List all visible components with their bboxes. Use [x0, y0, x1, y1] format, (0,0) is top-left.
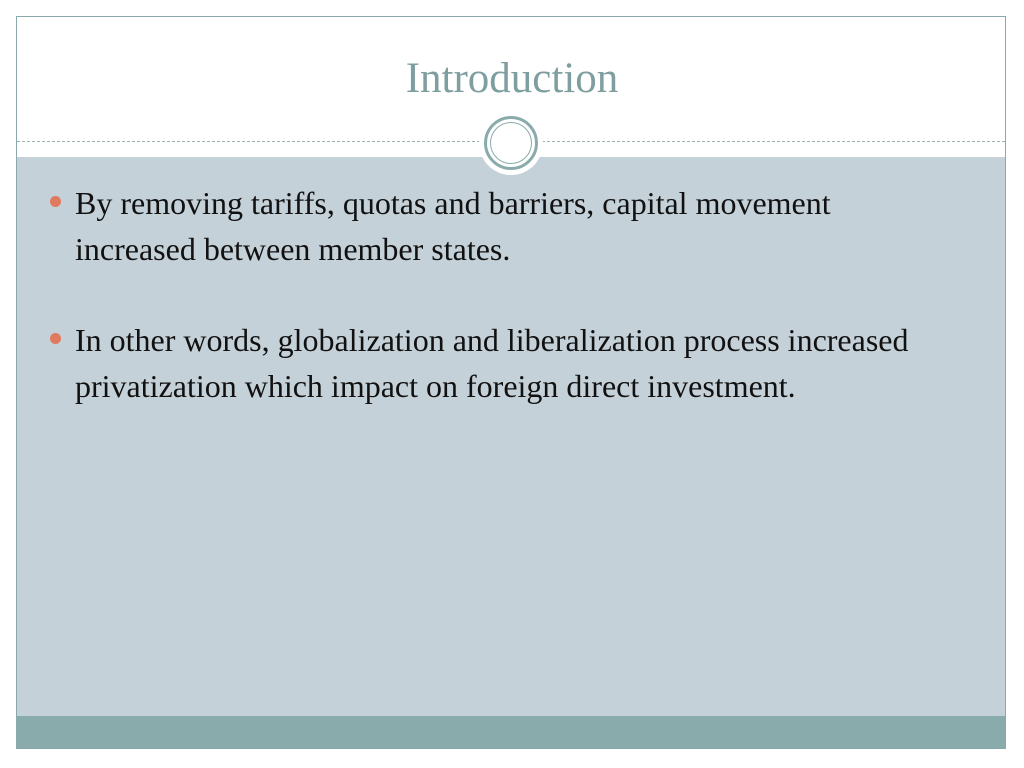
slide-title: Introduction: [405, 55, 619, 102]
bullet-text: In other words, globalization and liberalization process increased privatization which impact on foreign direct investment.: [75, 322, 909, 404]
bottom-bar: [17, 716, 1005, 748]
bullet-item: [48, 180, 948, 272]
bullet-text: By removing tariffs, quotas and barriers, capital movement increased between member states.: [75, 185, 831, 267]
circle-ornament-inner-ring: [490, 122, 532, 164]
bullet-list: [48, 180, 948, 429]
bullet-item: [48, 317, 948, 409]
bullet-dot-icon: [50, 333, 61, 344]
bullet-dot-icon: [50, 196, 61, 207]
